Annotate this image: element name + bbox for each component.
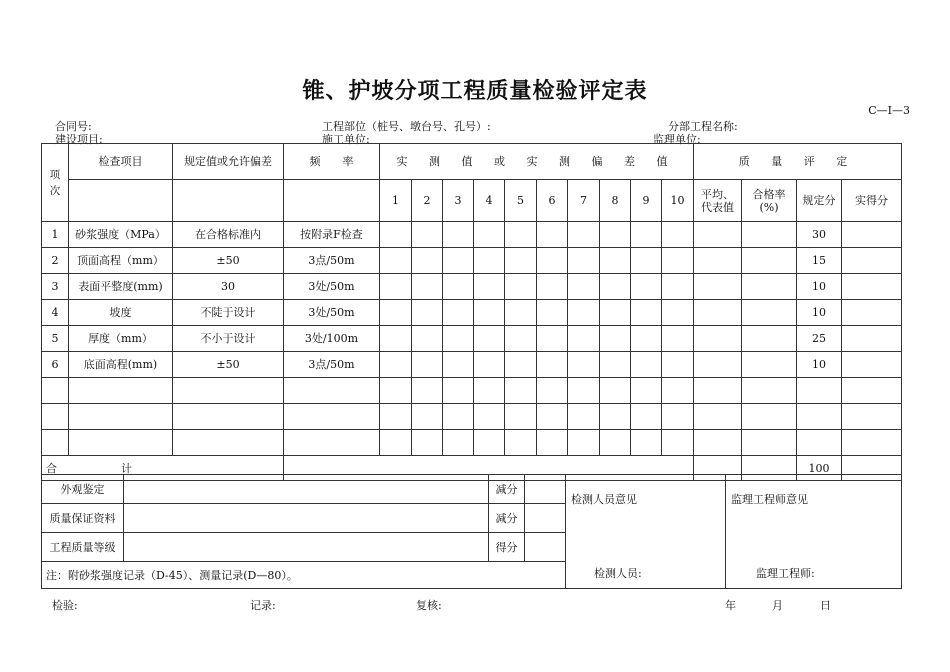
row-rated-score bbox=[797, 404, 842, 430]
total-rated-score: 100 bbox=[797, 456, 842, 481]
row-avg bbox=[694, 274, 742, 300]
row-pass-rate bbox=[742, 248, 797, 274]
row-frequency bbox=[284, 378, 380, 404]
row-measure-cell bbox=[600, 352, 631, 378]
row-measure-cell bbox=[505, 352, 537, 378]
supervisor-opinion-label: 监理工程师意见 bbox=[731, 493, 808, 506]
row-spec: ±50 bbox=[173, 248, 284, 274]
row-measure-cell bbox=[443, 352, 474, 378]
row-spec: ±50 bbox=[173, 352, 284, 378]
row-frequency: 3处/50m bbox=[284, 274, 380, 300]
row-rated-score: 10 bbox=[797, 352, 842, 378]
row-measure-cell bbox=[568, 352, 600, 378]
review-label: 复核: bbox=[416, 599, 442, 612]
row-measure-cell bbox=[600, 222, 631, 248]
row-measure-cell bbox=[537, 274, 568, 300]
row-measure-cell bbox=[474, 404, 505, 430]
row-measure-cell bbox=[443, 430, 474, 456]
table-row bbox=[42, 404, 902, 430]
row-measure-cell bbox=[474, 248, 505, 274]
row-measure-cell bbox=[474, 300, 505, 326]
row-rated-score: 10 bbox=[797, 300, 842, 326]
row-pass-rate bbox=[742, 326, 797, 352]
row-rated-score: 10 bbox=[797, 274, 842, 300]
row-actual-score bbox=[842, 404, 902, 430]
measure-col-6: 6 bbox=[537, 180, 568, 222]
row-avg bbox=[694, 378, 742, 404]
row-measure-cell bbox=[380, 404, 412, 430]
division-name-label: 分部工程名称: bbox=[668, 120, 738, 133]
row-spec: 不陡于设计 bbox=[173, 300, 284, 326]
row-spec: 不小于设计 bbox=[173, 326, 284, 352]
row-measure-cell bbox=[631, 378, 662, 404]
measured-values-header: 实 测 值 或 实 测 偏 差 值 bbox=[380, 144, 694, 180]
month-label: 月 bbox=[772, 599, 783, 612]
row-pass-rate bbox=[742, 222, 797, 248]
row-no bbox=[42, 430, 69, 456]
row-measure-cell bbox=[505, 248, 537, 274]
row-check-item bbox=[69, 378, 173, 404]
row-no: 1 bbox=[42, 222, 69, 248]
row-measure-cell bbox=[631, 300, 662, 326]
row-measure-cell bbox=[600, 326, 631, 352]
row-measure-cell bbox=[537, 326, 568, 352]
inspector-sign-label: 检测人员: bbox=[594, 567, 642, 580]
table-row bbox=[42, 326, 902, 352]
table-row bbox=[42, 352, 902, 378]
row-measure-cell bbox=[412, 222, 443, 248]
total-label: 合 计 bbox=[42, 456, 284, 481]
note-text: 注：附砂浆强度记录（D-45）、测量记录(D—80）。 bbox=[42, 562, 566, 589]
row-no: 2 bbox=[42, 248, 69, 274]
row-spec: 30 bbox=[173, 274, 284, 300]
construction-unit-label: 施工单位: bbox=[322, 133, 370, 146]
spec-subcell bbox=[173, 180, 284, 222]
row-measure-cell bbox=[505, 300, 537, 326]
row-pass-rate bbox=[742, 404, 797, 430]
row-measure-cell bbox=[631, 352, 662, 378]
row-measure-cell bbox=[662, 404, 694, 430]
row-measure-cell bbox=[443, 404, 474, 430]
row-actual-score bbox=[842, 430, 902, 456]
row-no: 4 bbox=[42, 300, 69, 326]
row-check-item: 表面平整度(mm) bbox=[69, 274, 173, 300]
supervisor-opinion-cell bbox=[726, 475, 902, 589]
contract-no-label: 合同号: bbox=[55, 120, 92, 133]
actual-score-header: 实得分 bbox=[842, 180, 902, 222]
row-rated-score bbox=[797, 378, 842, 404]
row-measure-cell bbox=[412, 404, 443, 430]
row-measure-cell bbox=[412, 300, 443, 326]
deduct-value-1 bbox=[525, 475, 566, 504]
row-avg bbox=[694, 326, 742, 352]
row-measure-cell bbox=[600, 300, 631, 326]
deduct-label-1: 减分 bbox=[489, 475, 525, 504]
row-frequency: 按附录F检查 bbox=[284, 222, 380, 248]
frequency-header: 频 率 bbox=[284, 144, 380, 180]
page-title: 锥、护坡分项工程质量检验评定表 bbox=[302, 79, 648, 104]
construction-project-label: 建设项目: bbox=[55, 133, 103, 146]
row-measure-cell bbox=[600, 248, 631, 274]
row-measure-cell bbox=[380, 430, 412, 456]
deduct-label-2: 减分 bbox=[489, 504, 525, 533]
row-measure-cell bbox=[380, 326, 412, 352]
row-no: 3 bbox=[42, 274, 69, 300]
quality-grade-label: 工程质量等级 bbox=[42, 533, 124, 562]
row-measure-cell bbox=[631, 430, 662, 456]
measure-col-7: 7 bbox=[568, 180, 600, 222]
row-measure-cell bbox=[568, 274, 600, 300]
project-location-label: 工程部位（桩号、墩台号、孔号）: bbox=[322, 120, 491, 133]
row-measure-cell bbox=[474, 326, 505, 352]
row-measure-cell bbox=[380, 352, 412, 378]
row-measure-cell bbox=[568, 430, 600, 456]
row-measure-cell bbox=[380, 248, 412, 274]
row-measure-cell bbox=[537, 300, 568, 326]
check-item-header: 检查项目 bbox=[69, 144, 173, 180]
row-pass-rate bbox=[742, 300, 797, 326]
row-measure-cell bbox=[412, 274, 443, 300]
inspector-opinion-cell bbox=[566, 475, 726, 589]
row-measure-cell bbox=[537, 378, 568, 404]
row-no bbox=[42, 378, 69, 404]
row-measure-cell bbox=[662, 248, 694, 274]
row-measure-cell bbox=[505, 378, 537, 404]
row-measure-cell bbox=[474, 222, 505, 248]
row-measure-cell bbox=[568, 378, 600, 404]
row-measure-cell bbox=[505, 326, 537, 352]
row-measure-cell bbox=[662, 326, 694, 352]
row-check-item: 坡度 bbox=[69, 300, 173, 326]
quality-docs-value bbox=[124, 504, 489, 533]
row-check-item bbox=[69, 430, 173, 456]
day-label: 日 bbox=[820, 599, 831, 612]
score-value bbox=[525, 533, 566, 562]
score-label: 得分 bbox=[489, 533, 525, 562]
item-no-header: 项 次 bbox=[42, 144, 69, 222]
row-rated-score: 15 bbox=[797, 248, 842, 274]
year-label: 年 bbox=[725, 599, 736, 612]
row-measure-cell bbox=[505, 222, 537, 248]
supervisor-sign-label: 监理工程师: bbox=[756, 567, 815, 580]
inspection-table bbox=[41, 143, 902, 481]
row-frequency: 3处/50m bbox=[284, 300, 380, 326]
row-measure-cell bbox=[412, 430, 443, 456]
row-rated-score: 25 bbox=[797, 326, 842, 352]
row-measure-cell bbox=[537, 222, 568, 248]
row-measure-cell bbox=[474, 378, 505, 404]
row-measure-cell bbox=[631, 326, 662, 352]
row-measure-cell bbox=[505, 274, 537, 300]
row-measure-cell bbox=[600, 378, 631, 404]
rated-score-header: 规定分 bbox=[797, 180, 842, 222]
deduct-value-2 bbox=[525, 504, 566, 533]
spec-header: 规定值或允许偏差 bbox=[173, 144, 284, 180]
row-avg bbox=[694, 300, 742, 326]
row-measure-cell bbox=[600, 430, 631, 456]
table-row bbox=[42, 378, 902, 404]
row-pass-rate bbox=[742, 274, 797, 300]
row-measure-cell bbox=[662, 274, 694, 300]
table-row bbox=[42, 274, 902, 300]
row-measure-cell bbox=[380, 378, 412, 404]
measure-col-5: 5 bbox=[505, 180, 537, 222]
row-measure-cell bbox=[412, 248, 443, 274]
row-measure-cell bbox=[380, 300, 412, 326]
row-measure-cell bbox=[505, 430, 537, 456]
supervision-unit-label: 监理单位: bbox=[653, 133, 701, 146]
row-check-item: 厚度（mm） bbox=[69, 326, 173, 352]
table-row bbox=[42, 430, 902, 456]
appearance-label: 外观鉴定 bbox=[42, 475, 124, 504]
row-measure-cell bbox=[380, 274, 412, 300]
row-measure-cell bbox=[537, 248, 568, 274]
table-row bbox=[42, 222, 902, 248]
row-measure-cell bbox=[662, 222, 694, 248]
quality-assessment-header: 质 量 评 定 bbox=[694, 144, 902, 180]
row-spec bbox=[173, 404, 284, 430]
row-measure-cell bbox=[412, 352, 443, 378]
row-actual-score bbox=[842, 352, 902, 378]
row-actual-score bbox=[842, 274, 902, 300]
row-measure-cell bbox=[412, 326, 443, 352]
row-measure-cell bbox=[443, 378, 474, 404]
form-code: C—Ⅰ—3 bbox=[868, 104, 910, 117]
row-no: 5 bbox=[42, 326, 69, 352]
row-measure-cell bbox=[380, 222, 412, 248]
check-item-subcell bbox=[69, 180, 173, 222]
row-measure-cell bbox=[443, 274, 474, 300]
row-measure-cell bbox=[443, 248, 474, 274]
row-pass-rate bbox=[742, 430, 797, 456]
pass-rate-header: 合格率(%) bbox=[742, 180, 797, 222]
row-measure-cell bbox=[631, 274, 662, 300]
quality-docs-label: 质量保证资料 bbox=[42, 504, 124, 533]
row-measure-cell bbox=[505, 404, 537, 430]
row-actual-score bbox=[842, 378, 902, 404]
row-measure-cell bbox=[568, 404, 600, 430]
table-row bbox=[42, 248, 902, 274]
row-avg bbox=[694, 222, 742, 248]
measure-col-1: 1 bbox=[380, 180, 412, 222]
row-measure-cell bbox=[537, 352, 568, 378]
row-measure-cell bbox=[474, 352, 505, 378]
row-rated-score bbox=[797, 430, 842, 456]
row-measure-cell bbox=[443, 326, 474, 352]
row-avg bbox=[694, 430, 742, 456]
record-label: 记录: bbox=[250, 599, 276, 612]
check-label: 检验: bbox=[52, 599, 78, 612]
row-spec: 在合格标准内 bbox=[173, 222, 284, 248]
row-measure-cell bbox=[568, 222, 600, 248]
table-row bbox=[42, 300, 902, 326]
row-measure-cell bbox=[412, 378, 443, 404]
row-frequency: 3点/50m bbox=[284, 352, 380, 378]
measure-col-9: 9 bbox=[631, 180, 662, 222]
row-measure-cell bbox=[443, 300, 474, 326]
measure-col-4: 4 bbox=[474, 180, 505, 222]
appearance-value bbox=[124, 475, 489, 504]
row-actual-score bbox=[842, 222, 902, 248]
row-spec bbox=[173, 378, 284, 404]
row-rated-score: 30 bbox=[797, 222, 842, 248]
row-measure-cell bbox=[568, 248, 600, 274]
row-measure-cell bbox=[662, 352, 694, 378]
quality-grade-value bbox=[124, 533, 489, 562]
row-measure-cell bbox=[631, 248, 662, 274]
row-measure-cell bbox=[474, 430, 505, 456]
row-measure-cell bbox=[631, 222, 662, 248]
row-measure-cell bbox=[662, 300, 694, 326]
row-measure-cell bbox=[662, 430, 694, 456]
row-pass-rate bbox=[742, 352, 797, 378]
row-no: 6 bbox=[42, 352, 69, 378]
row-measure-cell bbox=[537, 430, 568, 456]
row-no bbox=[42, 404, 69, 430]
measure-col-2: 2 bbox=[412, 180, 443, 222]
row-measure-cell bbox=[537, 404, 568, 430]
assessment-table bbox=[41, 474, 902, 589]
row-measure-cell bbox=[600, 404, 631, 430]
row-measure-cell bbox=[662, 378, 694, 404]
row-avg bbox=[694, 352, 742, 378]
row-actual-score bbox=[842, 300, 902, 326]
row-actual-score bbox=[842, 326, 902, 352]
row-frequency: 3处/100m bbox=[284, 326, 380, 352]
row-check-item: 底面高程(mm) bbox=[69, 352, 173, 378]
row-measure-cell bbox=[631, 404, 662, 430]
row-actual-score bbox=[842, 248, 902, 274]
row-check-item: 砂浆强度（MPa） bbox=[69, 222, 173, 248]
row-frequency: 3点/50m bbox=[284, 248, 380, 274]
row-measure-cell bbox=[568, 326, 600, 352]
row-pass-rate bbox=[742, 378, 797, 404]
row-check-item: 顶面高程（mm） bbox=[69, 248, 173, 274]
row-measure-cell bbox=[443, 222, 474, 248]
row-avg bbox=[694, 248, 742, 274]
measure-col-10: 10 bbox=[662, 180, 694, 222]
inspector-opinion-label: 检测人员意见 bbox=[571, 493, 637, 506]
row-avg bbox=[694, 404, 742, 430]
row-spec bbox=[173, 430, 284, 456]
measure-col-3: 3 bbox=[443, 180, 474, 222]
frequency-subcell bbox=[284, 180, 380, 222]
row-frequency bbox=[284, 430, 380, 456]
row-frequency bbox=[284, 404, 380, 430]
row-measure-cell bbox=[474, 274, 505, 300]
row-measure-cell bbox=[600, 274, 631, 300]
avg-header: 平均、代表值 bbox=[694, 180, 742, 222]
row-check-item bbox=[69, 404, 173, 430]
row-measure-cell bbox=[568, 300, 600, 326]
measure-col-8: 8 bbox=[600, 180, 631, 222]
